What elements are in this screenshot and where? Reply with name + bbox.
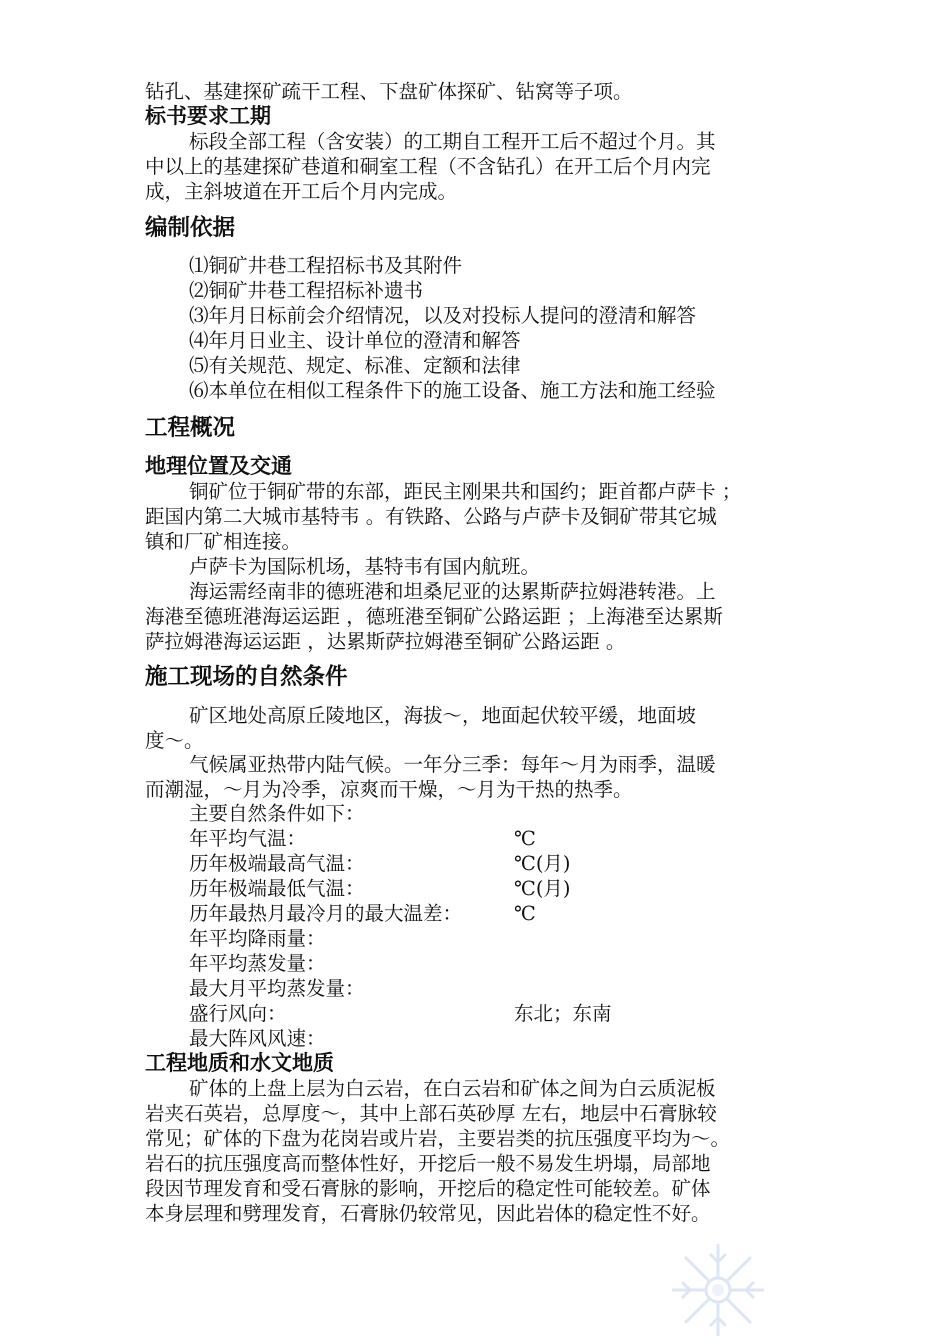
condition-row [189,951,326,976]
basis-item: ⑸有关规范、规定、标准、定额和法律 [189,354,521,377]
condition-row [189,976,365,1001]
location-line: 萨拉姆港海运运距 ，达累斯萨拉姆港至铜矿公路运距 。 [145,630,626,653]
location-line: 距国内第二大城市基特韦 。有铁路、公路与卢萨卡及铜矿带其它城 [145,505,717,528]
heading-location: 地理位置及交通 [145,454,292,478]
location-line: 海港至德班港海运运距 ，德班港至铜矿公路运距 ；上海港至达累斯 [145,605,723,628]
condition-row [189,851,571,876]
location-line: 海运需经南非的德班港和坦桑尼亚的达累斯萨拉姆港转港。上 [189,580,716,603]
condition-row [189,876,571,901]
basis-item: ⑷年月日业主、设计单位的澄清和解答 [189,329,521,352]
heading-nature: 施工现场的自然条件 [145,664,348,690]
condition-label: 最大月平均蒸发量： [189,977,365,1000]
schedule-line: 标段全部工程（含安装）的工期自工程开工后不超过个月。其 [189,130,716,153]
condition-label: 历年最热月最冷月的最大温差： [189,902,463,925]
condition-value: ℃ [514,902,536,925]
geology-line: 岩石的抗压强度高而整体性好，开挖后一般不易发生坍塌，局部地 [145,1152,711,1175]
condition-row [189,926,326,951]
condition-value: ℃(月) [514,852,571,875]
basis-item: ⑵铜矿井巷工程招标补遗书 [189,279,424,302]
watermark-snowflake-icon [668,1240,768,1340]
heading-basis: 编制依据 [145,215,236,241]
geology-line: 段因节理发育和受石膏脉的影响，开挖后的稳定性可能较差。矿体 [145,1177,711,1200]
schedule-line: 中以上的基建探矿巷道和硐室工程（不含钻孔）在开工后个月内完 [145,155,711,178]
geology-line: 岩夹石英岩，总厚度～，其中上部石英砂厚 左右，地层中石膏脉较 [145,1102,717,1125]
location-line: 铜矿位于铜矿带的东部，距民主刚果共和国约；距首都卢萨卡 ； [189,480,742,503]
schedule-line: 成，主斜坡道在开工后个月内完成。 [145,180,458,203]
intro-line: 钻孔、基建探矿疏干工程、下盘矿体探矿、钻窝等子项。 [145,80,633,103]
location-line: 卢萨卡为国际机场，基特韦有国内航班。 [189,555,541,578]
basis-item: ⑶年月日标前会介绍情况，以及对投标人提问的澄清和解答 [189,304,697,327]
heading-geology: 工程地质和水文地质 [145,1051,334,1075]
condition-value: 东北；东南 [514,1002,612,1025]
geology-line: 本身层理和劈理发育，石膏脉仍较常见，因此岩体的稳定性不好。 [145,1202,711,1225]
basis-item: ⑴铜矿井巷工程招标书及其附件 [189,254,463,277]
condition-row [189,1001,612,1026]
condition-label: 历年极端最高气温： [189,852,365,875]
geology-line: 矿体的上盘上层为白云岩，在白云岩和矿体之间为白云质泥板 [189,1077,716,1100]
condition-row [189,1026,326,1051]
condition-value: ℃ [514,827,536,850]
condition-label: 年平均蒸发量： [189,952,326,975]
heading-overview: 工程概况 [145,415,236,441]
condition-label: 历年极端最低气温： [189,877,365,900]
condition-label: 最大阵风风速： [189,1027,326,1050]
condition-row [189,826,536,851]
nature-line: 而潮湿，～月为冷季，凉爽而干燥，～月为干热的热季。 [145,778,633,801]
nature-line: 气候属亚热带内陆气候。一年分三季：每年～月为雨季，温暖 [189,753,716,776]
condition-row [189,901,536,926]
location-line: 镇和厂矿相连接。 [145,530,302,553]
condition-label: 年平均降雨量： [189,927,326,950]
condition-label: 年平均气温： [189,827,307,850]
condition-label: 盛行风向： [189,1002,287,1025]
heading-schedule: 标书要求工期 [145,104,271,128]
geology-line: 常见；矿体的下盘为花岗岩或片岩，主要岩类的抗压强度平均为～。 [145,1127,731,1150]
nature-line: 主要自然条件如下： [189,802,365,825]
nature-line: 度～。 [145,729,204,752]
condition-value: ℃(月) [514,877,571,900]
basis-item: ⑹本单位在相似工程条件下的施工设备、施工方法和施工经验 [189,379,716,402]
nature-line: 矿区地处高原丘陵地区，海拔～，地面起伏较平缓，地面坡 [189,704,697,727]
